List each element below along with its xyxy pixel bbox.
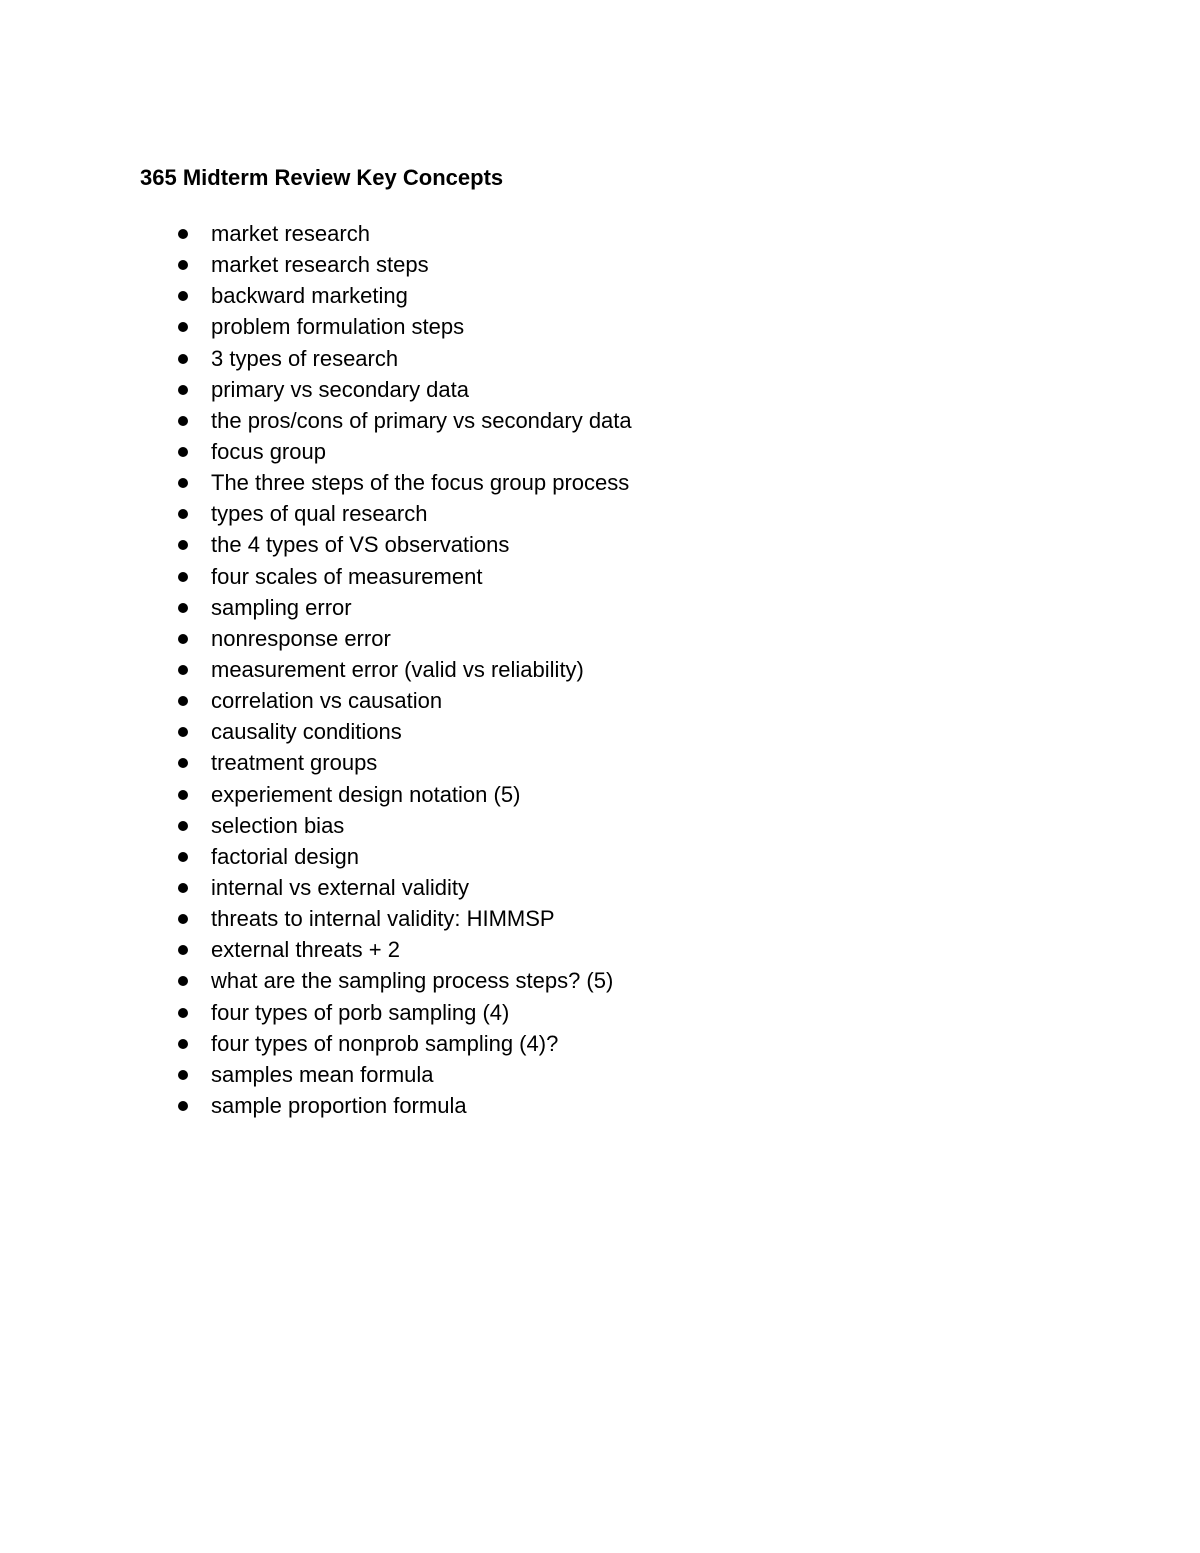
list-item-text: causality conditions (211, 719, 402, 745)
list-item-text: treatment groups (211, 750, 378, 776)
bullet-icon (178, 509, 188, 519)
list-item-text: market research (211, 221, 370, 246)
list-item-text: types of qual research (211, 501, 428, 527)
bullet-icon (178, 354, 188, 364)
list-item-text: backward marketing (211, 283, 408, 309)
list-item-text: experiement design notation (5) (211, 781, 521, 807)
list-item-text: four types of porb sampling (4) (211, 999, 510, 1025)
list-item-text: primary vs secondary data (211, 376, 469, 402)
document-title: 365 Midterm Review Key Concepts (140, 165, 504, 190)
bullet-icon (178, 260, 188, 270)
list-item-text: samples mean formula (211, 1061, 434, 1087)
list-item-text: what are the sampling process steps? (5) (211, 968, 614, 994)
list-item-text: internal vs external validity (211, 874, 470, 900)
bullet-icon (178, 416, 188, 426)
bullet-icon (178, 852, 188, 862)
bullet-icon (178, 322, 188, 332)
bullet-icon (178, 229, 188, 239)
list-item-text: focus group (211, 438, 326, 464)
bullet-icon (178, 572, 188, 582)
list-item-text: nonresponse error (211, 625, 391, 651)
bullet-icon (178, 914, 188, 924)
bullet-icon (178, 758, 188, 768)
list-item-text: four scales of measurement (211, 563, 483, 589)
list-item-text: problem formulation steps (211, 314, 465, 340)
bullet-icon (178, 665, 188, 675)
list-item-text: factorial design (211, 843, 359, 869)
bullet-icon (178, 976, 188, 986)
list-item-text: The three steps of the focus group process (211, 470, 630, 496)
bullet-icon (178, 478, 188, 488)
bullet-icon (178, 634, 188, 644)
bullet-icon (178, 790, 188, 800)
list-item-text: the 4 types of VS observations (211, 532, 510, 558)
list-item-text: selection bias (211, 812, 345, 838)
list-item-text: sampling error (211, 594, 352, 620)
bullet-icon (178, 727, 188, 737)
list-item-text: measurement error (valid vs reliability) (211, 656, 584, 682)
bullet-icon (178, 1101, 188, 1111)
list-item-text: four types of nonprob sampling (4)? (211, 1030, 559, 1056)
list-item-text: the pros/cons of primary vs secondary data (211, 407, 632, 433)
bullet-icon (178, 1070, 188, 1080)
list-item-text: 3 types of research (211, 345, 399, 371)
bullet-icon (178, 603, 188, 613)
bullet-icon (178, 945, 188, 955)
bullet-icon (178, 1008, 188, 1018)
bullet-icon (178, 540, 188, 550)
list-item-text: external threats + 2 (211, 937, 400, 963)
bullet-icon (178, 447, 188, 457)
list-item-text: correlation vs causation (211, 688, 443, 714)
bullet-icon (178, 291, 188, 301)
bullet-icon (178, 883, 188, 893)
list-item-text: threats to internal validity: HIMMSP (211, 906, 555, 932)
bullet-icon (178, 385, 188, 395)
list-item-text: sample proportion formula (211, 1092, 467, 1118)
bullet-icon (178, 821, 188, 831)
bullet-icon (178, 1039, 188, 1049)
list-item-text: market research steps (211, 252, 429, 278)
bullet-icon (178, 696, 188, 706)
